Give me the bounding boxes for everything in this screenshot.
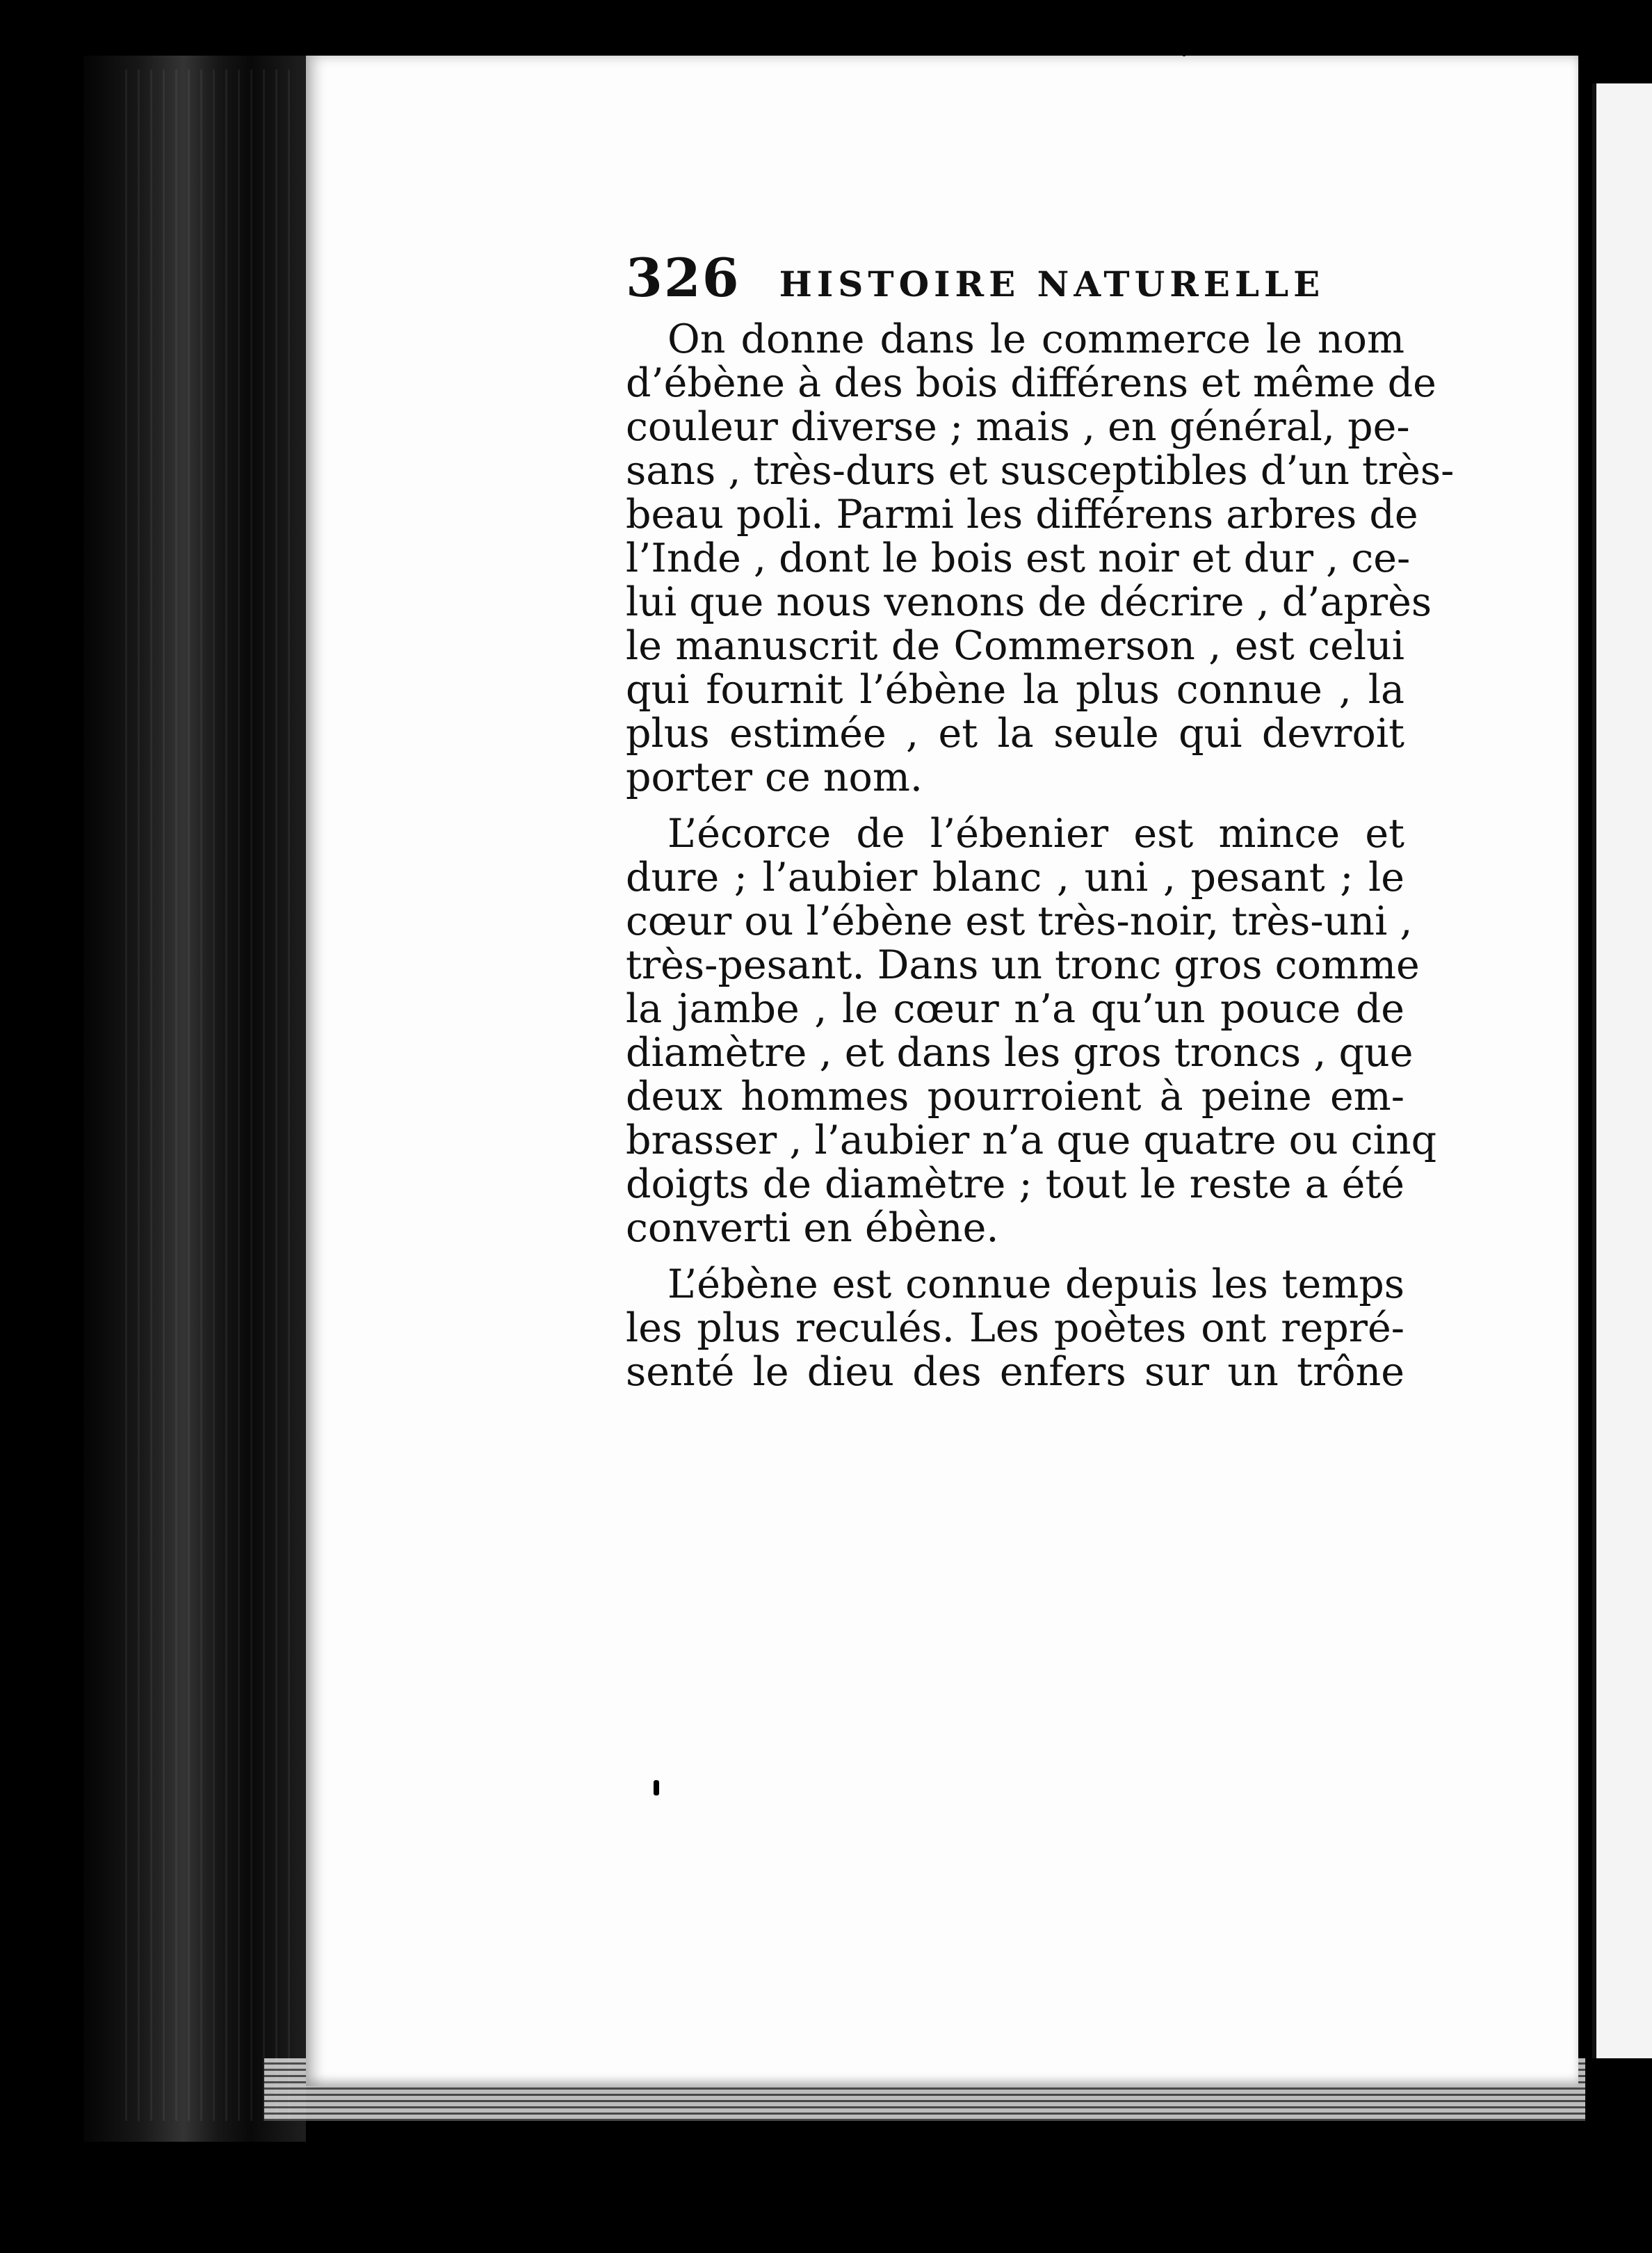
- text-line: d’ébène à des bois différens et même de: [626, 360, 1436, 406]
- text-line: le manuscrit de Commerson , est celui: [626, 623, 1404, 669]
- text-line: lui que nous venons de décrire , d’après: [626, 579, 1432, 625]
- text-line: doigts de diamètre ; tout le reste a été: [626, 1161, 1404, 1207]
- text-line: les plus reculés. Les poètes ont repré-: [626, 1305, 1404, 1351]
- text-line: couleur diverse ; mais , en général, pe-: [626, 404, 1410, 450]
- text-line: l’Inde , dont le bois est noir et dur , ce-: [626, 535, 1411, 581]
- text-line: On donne dans le commerce le nom: [667, 316, 1404, 362]
- text-line: deux hommes pourroient à peine em-: [626, 1074, 1404, 1120]
- text-line: la jambe , le cœur n’a qu’un pouce de: [626, 986, 1404, 1032]
- page-text: [626, 247, 1455, 1407]
- text-line: dure ; l’aubier blanc , uni , pesant ; le: [626, 855, 1404, 901]
- facing-page-edge: [1592, 83, 1652, 2058]
- text-line: cœur ou l’ébène est très-noir, très-uni ,: [626, 898, 1413, 944]
- book-spine-texture: [125, 70, 292, 2121]
- text-line: senté le dieu des enfers sur un trône: [626, 1349, 1404, 1395]
- running-head: [626, 247, 1404, 309]
- text-line: converti en ébène.: [626, 1205, 999, 1251]
- running-title: HISTOIRE NATURELLE: [779, 264, 1325, 305]
- paragraph-1: [626, 316, 1455, 800]
- text-line: qui fournit l’ébène la plus connue , la: [626, 667, 1404, 713]
- text-line: diamètre , et dans les gros troncs , que: [626, 1030, 1414, 1076]
- paragraph-3: [626, 1263, 1404, 1394]
- text-line: beau poli. Parmi les différens arbres de: [626, 492, 1418, 538]
- text-line: plus estimée , et la seule qui devroit: [626, 711, 1404, 757]
- text-line: brasser , l’aubier n’a que quatre ou cinq: [626, 1117, 1437, 1163]
- text-line: L’ébène est connue depuis les temps: [667, 1261, 1404, 1307]
- scan-speck: [654, 1780, 659, 1795]
- text-line: sans , très-durs et susceptibles d’un très-: [626, 448, 1455, 494]
- page-number: 326: [626, 247, 740, 309]
- text-line: très-pesant. Dans un tronc gros comme: [626, 942, 1420, 988]
- text-line: L’écorce de l’ébenier est mince et: [667, 811, 1404, 857]
- text-line: porter ce nom.: [626, 754, 923, 800]
- paragraph-2: [626, 811, 1437, 1251]
- scan-speck: [1182, 52, 1186, 56]
